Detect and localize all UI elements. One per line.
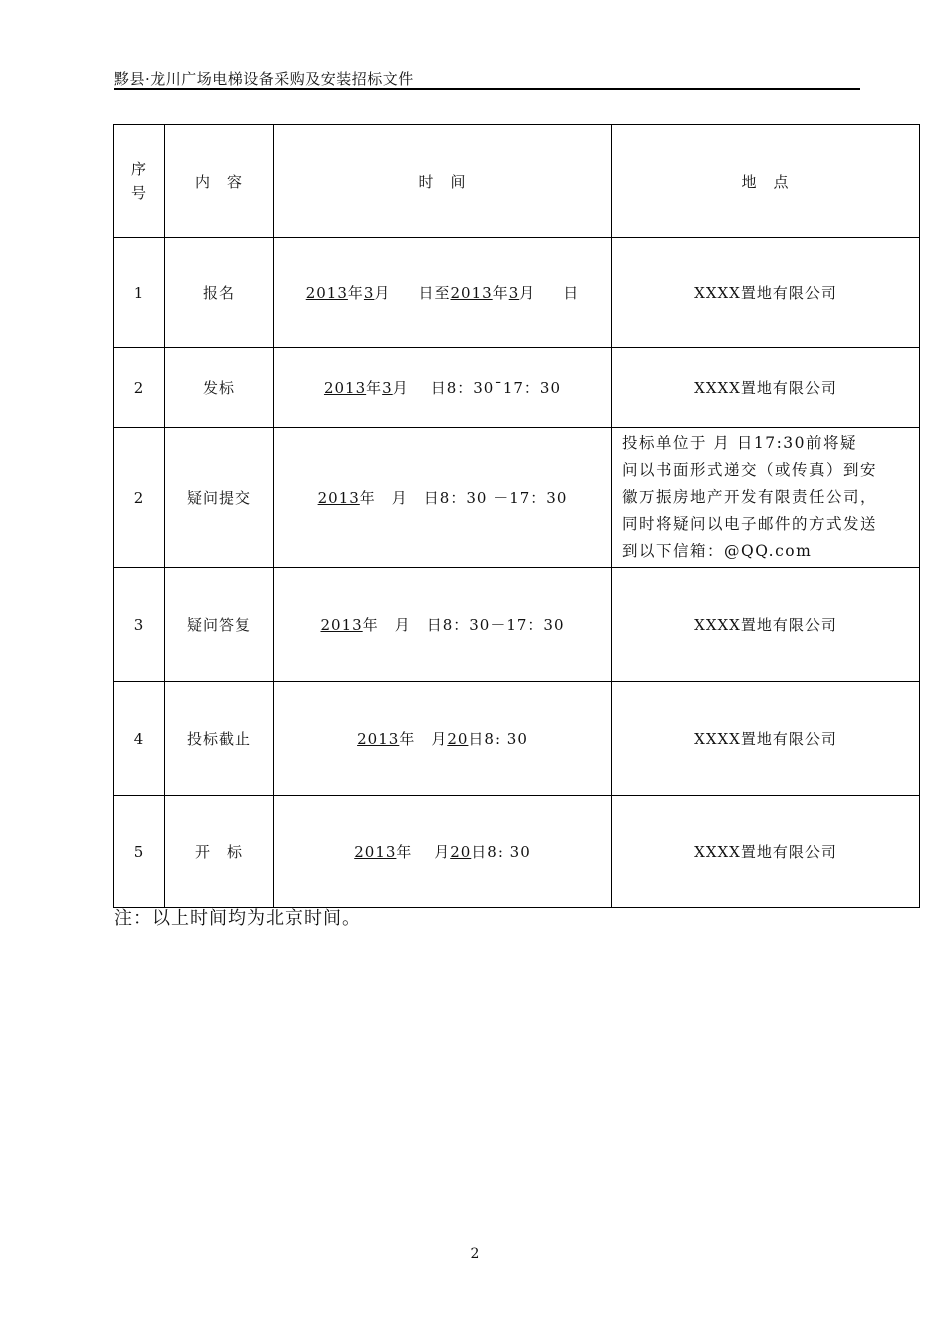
document-header-title: 黟县·龙川广场电梯设备采购及安装招标文件 [114, 70, 414, 88]
header-no: 序 号 [114, 125, 165, 238]
schedule-table [113, 124, 920, 908]
row-time: 2013年 月 日8：30 －17：30 [274, 428, 612, 568]
header-rule [114, 88, 860, 90]
row-place-instructions: 投标单位于 月 日17:30前将疑 问以书面形式递交（或传真）到安 徽万振房地产开发有限责任公司， 同时将疑问以电子邮件的方式发送 到以下信箱：@QQ.com [612, 428, 920, 568]
row-no: 2 [114, 348, 165, 428]
row-place: XXXX置地有限公司 [612, 348, 920, 428]
row-place: XXXX置地有限公司 [612, 568, 920, 682]
table-header-row [114, 125, 920, 238]
row-item: 疑问提交 [165, 428, 274, 568]
table-row [114, 682, 920, 796]
row-time: 2013年 月20日8: 30 [274, 682, 612, 796]
row-place: XXXX置地有限公司 [612, 682, 920, 796]
row-no: 5 [114, 796, 165, 908]
table-row [114, 238, 920, 348]
row-item: 发标 [165, 348, 274, 428]
row-place: XXXX置地有限公司 [612, 238, 920, 348]
table-row [114, 796, 920, 908]
row-item: 投标截止 [165, 682, 274, 796]
row-place: XXXX置地有限公司 [612, 796, 920, 908]
header-item: 内 容 [165, 125, 274, 238]
row-time: 2013年 月 日8：30－17：30 [274, 568, 612, 682]
row-no: 1 [114, 238, 165, 348]
row-item: 疑问答复 [165, 568, 274, 682]
row-time: 2013年3月 日8：30¯17：30 [274, 348, 612, 428]
table-row [114, 428, 920, 568]
table-row [114, 348, 920, 428]
table-row [114, 568, 920, 682]
footnote: 注：以上时间均为北京时间。 [114, 908, 361, 929]
row-time: 2013年3月 日至2013年3月 日 [274, 238, 612, 348]
row-item: 开 标 [165, 796, 274, 908]
row-item: 报名 [165, 238, 274, 348]
header-time: 时 间 [274, 125, 612, 238]
row-no: 4 [114, 682, 165, 796]
header-place: 地 点 [612, 125, 920, 238]
row-no: 2 [114, 428, 165, 568]
page-number: 2 [470, 1246, 480, 1262]
row-time: 2013年 月20日8: 30 [274, 796, 612, 908]
row-no: 3 [114, 568, 165, 682]
